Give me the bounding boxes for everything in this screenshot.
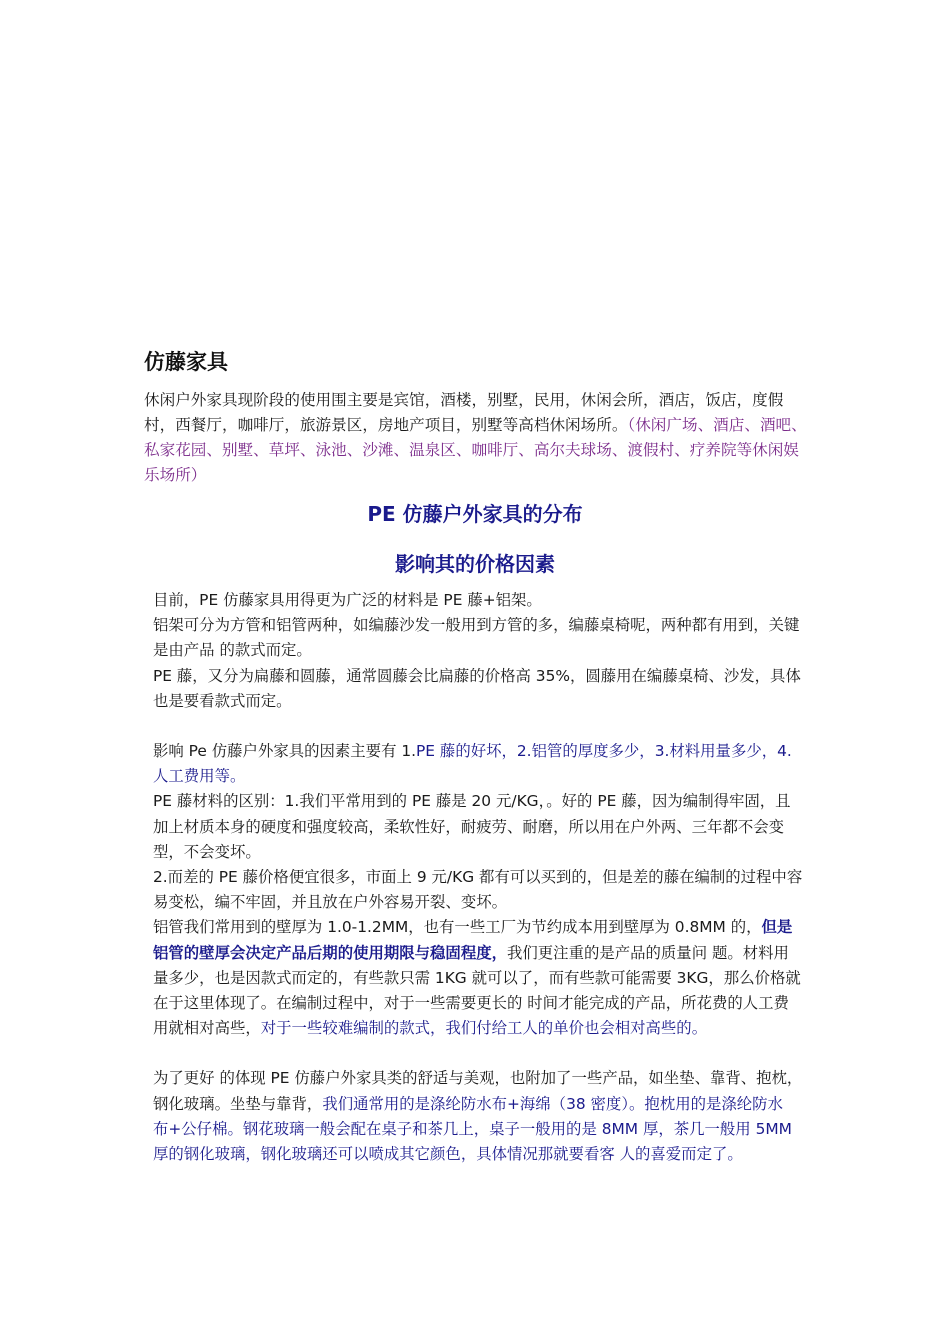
section-heading-price-factors: 影响其的价格因素 — [395, 552, 555, 576]
intro-parenthetical: （休闲广场、酒店、酒吧、私家花园、别墅、草坪、泳池、沙滩、温泉区、咖啡厅、高尔夫球场、渡假村、疗养院等休闲娱乐场所） — [144, 416, 807, 484]
spacer — [153, 1041, 803, 1066]
thickness-cost-text: 我们更注重的是产品的质量问 题。材料用量多少，也是因款式而定的，有些款只需 1KG 就可以了，而有些款可能需要 3KG，那么价格就在于这里体现了。在编制过程中，对于一些需要更长的 时间才能完成的产品，所花费的人工费用就相对高些， — [153, 943, 801, 1038]
paragraph-aluminum-frame: 铝架可分为方管和铝管两种，如编藤沙发一般用到方管的多，编藤桌椅呢，两种都有用到，关键是由产品 的款式而定。 — [153, 616, 800, 660]
accessories-highlight: 我们通常用的是涤纶防水布+海绵（38 密度）。抱枕用的是涤纶防水 布+公仔棉。钢花玻璃一般会配在桌子和茶几上，桌子一般用的是 8MM 厚，茶几一般用 5MM 厚的钢化玻璃，钢化玻璃还可以喷成其它颜色，具体情况那就要看客 人的喜爱而定了。 — [153, 1094, 792, 1164]
labor-cost-highlight: 对于一些较难编制的款式，我们付给工人的单价也会相对高些的。 — [260, 1019, 708, 1038]
paragraph-pe-rattan-types: PE 藤，又分为扁藤和圆藤，通常圆藤会比扁藤的价格高 35%，圆藤用在编藤桌椅、沙发，具体也是要看款式而定。 — [153, 666, 801, 710]
thickness-emphasis: 但是铝管的壁厚会决定产品后期的使用期限与稳固程度， — [153, 918, 793, 962]
price-factors-lead: 影响 Pe 仿藤户外家具的因素主要有 1. — [153, 742, 417, 761]
section-heading-distribution: PE 仿藤户外家具的分布 — [367, 502, 583, 526]
paragraph-pe-quality-good: PE 藤材料的区别：1.我们平常用到的 PE 藤是 20 元/KG，。好的 PE 藤，因为编制得牢固，且加上材质本身的硬度和强度较高，柔软性好，耐疲劳、耐磨，所以用在户外两、三年都不会变型，不会变坏。 — [153, 792, 791, 861]
paragraph-aluminum-thickness — [153, 915, 803, 1041]
thickness-text: 铝管我们常用到的壁厚为 1.0-1.2MM，也有一些工厂为节约成本用到壁厚为 0.8MM 的， — [153, 918, 762, 937]
spacer — [153, 714, 803, 739]
paragraph-pe-quality-poor: 2.而差的 PE 藤价格便宜很多，市面上 9 元/KG 都有可以买到的，但是差的藤在编制的过程中容易变松，编不牢固，并且放在户外容易开裂、变坏。 — [153, 868, 803, 912]
accessories-text: 为了更好 的体现 PE 仿藤户外家具类的舒适与美观，也附加了一些产品，如坐垫、靠背、抱枕，钢化玻璃。坐垫与靠背， — [153, 1069, 803, 1113]
paragraph-materials: 目前，PE 仿藤家具用得更为广泛的材料是 PE 藤+铝架。 — [153, 591, 542, 609]
paragraph-price-factors — [153, 739, 803, 789]
intro-paragraph — [144, 388, 814, 488]
intro-text: 休闲户外家具现阶段的使用围主要是宾馆，酒楼，别墅，民用，休闲会所，酒店，饭店，度假村，西餐厅，咖啡厅，旅游景区，房地产项目，别墅等高档休闲场所。 — [144, 391, 784, 434]
paragraph-accessories — [153, 1066, 803, 1167]
price-factors-list: PE 藤的好坏，2.铝管的厚度多少，3.材料用量多少，4.人工费用等。 — [153, 742, 792, 786]
document-body — [153, 588, 803, 1167]
document-title: 仿藤家具 — [144, 350, 228, 374]
